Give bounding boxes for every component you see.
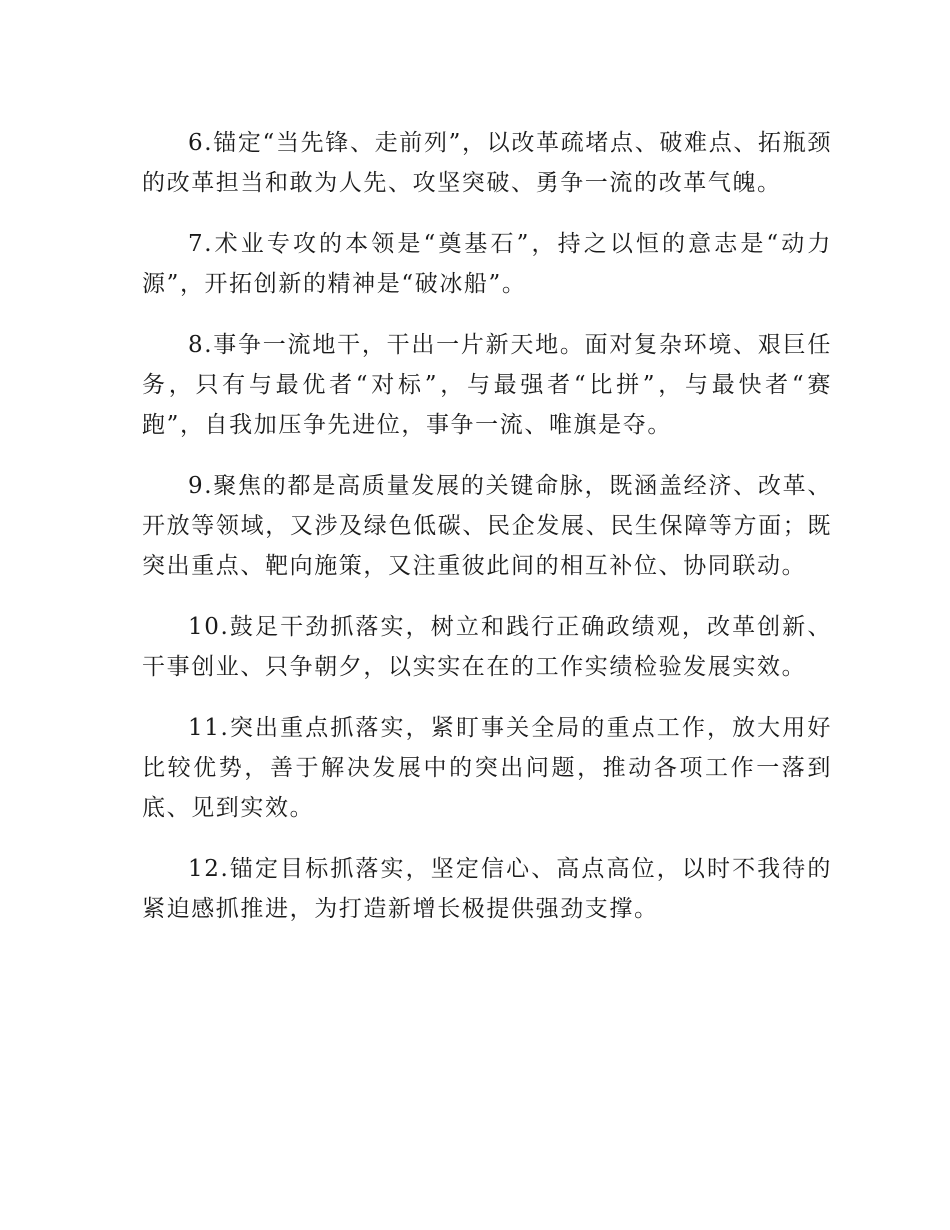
paragraph-10: 10.鼓足干劲抓落实，树立和践行正确政绩观，改革创新、干事创业、只争朝夕，以实实在在的工作实绩检验发展实效。 — [142, 614, 832, 680]
paragraph-12: 12.锚定目标抓落实，坚定信心、高点高位，以时不我待的紧迫感抓推进，为打造新增长极提供强劲支撑。 — [142, 856, 832, 922]
paragraph-8: 8.事争一流地干，干出一片新天地。面对复杂环境、艰巨任务，只有与最优者“对标”，与最强者“比拼”，与最快者“赛跑”，自我加压争先进位，事争一流、唯旗是夺。 — [142, 332, 832, 438]
paragraph-9: 9.聚焦的都是高质量发展的关键命脉，既涵盖经济、改革、开放等领域，又涉及绿色低碳、民企发展、民生保障等方面；既突出重点、靶向施策，又注重彼此间的相互补位、协同联动。 — [142, 473, 832, 579]
document-body — [142, 123, 832, 950]
paragraph-7: 7.术业专攻的本领是“奠基石”，持之以恒的意志是“动力源”，开拓创新的精神是“破冰船”。 — [142, 231, 832, 297]
paragraph-6: 6.锚定“当先锋、走前列”，以改革疏堵点、破难点、拓瓶颈的改革担当和敢为人先、攻坚突破、勇争一流的改革气魄。 — [142, 130, 832, 196]
paragraph-11: 11.突出重点抓落实，紧盯事关全局的重点工作，放大用好比较优势，善于解决发展中的突出问题，推动各项工作一落到底、见到实效。 — [142, 715, 832, 821]
